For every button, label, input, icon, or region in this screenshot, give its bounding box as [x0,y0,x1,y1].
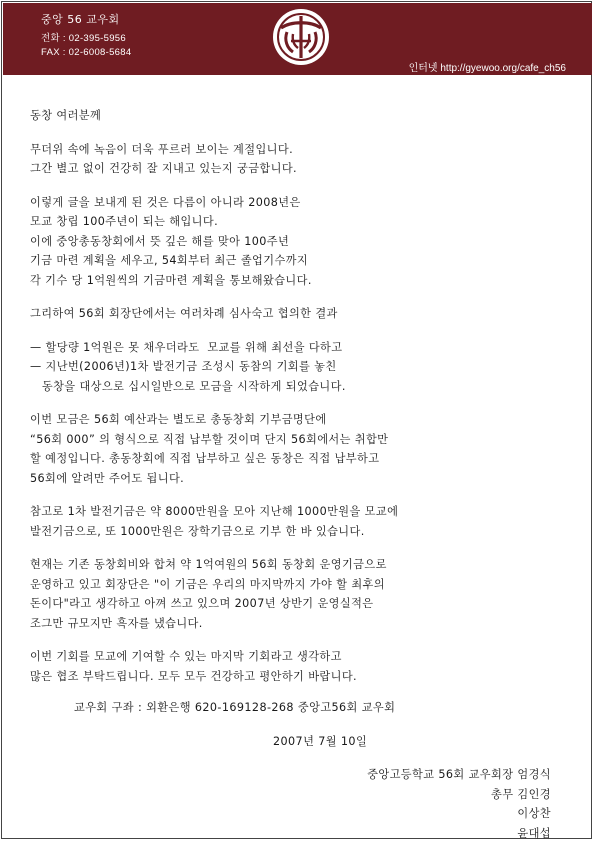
paragraph-line: 이렇게 글을 보내게 된 것은 다름이 아니라 2008년은 [30,193,575,213]
paragraph-line: 기금 마련 계획을 세우고, 54회부터 최근 졸업기수까지 [30,251,575,271]
paragraph-line: 무더위 속에 녹음이 더욱 푸르러 보이는 계절입니다. [30,140,575,160]
paragraph-line: 참고로 1차 발전기금은 약 8000만원을 모아 지난해 1000만원을 모교에 [30,502,575,522]
school-emblem-icon [271,7,331,67]
paragraph-line: 할 예정입니다. 총동창회에 직접 납부하고 싶은 동창은 직접 납부하고 [30,449,575,469]
signature-president: 중앙고등학교 56회 교우회장 엄경식 [30,765,575,785]
phone-number: 전화 : 02-395-5956 [41,30,126,44]
paragraph-line: 56회에 알려만 주어도 됩니다. [30,469,575,489]
paragraph-line: 이번 모금은 56회 예산과는 별도로 총동창회 기부금명단에 [30,410,575,430]
paragraph-line: 모교 창립 100주년이 되는 해입니다. [30,212,575,232]
bullet-line: — 할당량 1억원은 못 채우더라도 모교를 위해 최선을 다하고 [30,338,575,358]
letter-date: 2007년 7월 10일 [30,732,575,752]
paragraph-line: 이번 기회를 모교에 기여할 수 있는 마지막 기회라고 생각하고 [30,647,575,667]
paragraph-line: 조그만 규모지만 흑자를 냈습니다. [30,614,575,634]
paragraph-line: 많은 협조 부탁드립니다. 모두 모두 건강하고 평안하기 바랍니다. [30,667,575,687]
paragraph-line: 이에 중앙총동창회에서 뜻 깊은 해를 맞아 100주년 [30,232,575,252]
paragraph-line: 그리하여 56회 회장단에서는 여러차례 심사숙고 협의한 결과 [30,304,575,324]
signature-member: 이상찬 [30,804,575,824]
letter-page [1,1,592,839]
paragraph-line: 운영하고 있고 회장단은 "이 기금은 우리의 마지막까지 가야 할 최후의 [30,575,575,595]
bullet-line: — 지난번(2006년)1차 발전기금 조성시 동참의 기회를 놓친 [30,357,575,377]
paragraph-line: 발전기금으로, 또 1000만원은 장학기금으로 기부 한 바 있습니다. [30,522,575,542]
paragraph-line: “56회 000” 의 형식으로 직접 납부할 것이며 단지 56회에서는 취합만 [30,430,575,450]
paragraph-line: 현재는 기존 동창회비와 합쳐 약 1억여원의 56회 동창회 운영기금으로 [30,555,575,575]
signature-member: 윤대섭 [30,824,575,843]
fax-number: FAX : 02-6008-5684 [41,47,131,58]
paragraph-line: 그간 별고 없이 건강히 잘 지내고 있는지 궁금합니다. [30,159,575,179]
signature-secretary: 총무 김인경 [30,785,575,805]
paragraph-line: 각 기수 당 1억원씩의 기금마련 계획을 통보해왔습니다. [30,271,575,291]
bullet-line: 동창을 대상으로 십시일반으로 모금을 시작하게 되었습니다. [30,377,575,397]
salutation: 동창 여러분께 [30,106,575,126]
bank-account: 교우회 구좌 : 외환은행 620-169128-268 중앙고56회 교우회 [30,698,575,718]
letterhead-band [3,3,592,75]
website-address: 인터넷 http://gyewoo.org/cafe_ch56 [409,59,566,74]
association-name: 중앙 56 교우회 [41,11,120,27]
paragraph-line: 돈이다"라고 생각하고 아껴 쓰고 있으며 2007년 상반기 운영실적은 [30,594,575,614]
letter-body [30,106,575,843]
